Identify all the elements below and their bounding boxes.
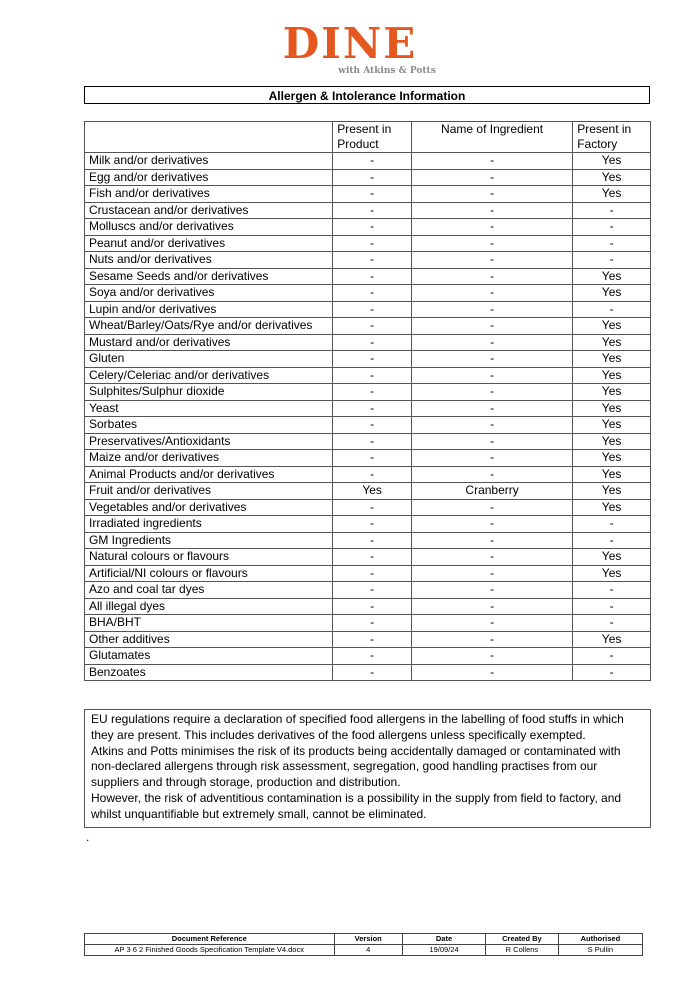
present-in-product-cell: - xyxy=(333,318,412,335)
present-in-factory-cell: Yes xyxy=(573,318,651,335)
ingredient-name-cell: - xyxy=(411,549,572,566)
present-in-factory-cell: Yes xyxy=(573,334,651,351)
ingredient-name-cell: - xyxy=(411,433,572,450)
allergen-name-cell: BHA/BHT xyxy=(85,615,333,632)
allergen-notes xyxy=(84,709,651,828)
allergen-name-cell: Celery/Celeriac and/or derivatives xyxy=(85,367,333,384)
table-row xyxy=(85,384,651,401)
allergen-name-cell: Irradiated ingredients xyxy=(85,516,333,533)
allergen-name-cell: Vegetables and/or derivatives xyxy=(85,499,333,516)
present-in-factory-cell: - xyxy=(573,235,651,252)
present-in-product-cell: - xyxy=(333,384,412,401)
section-title: Allergen & Intolerance Information xyxy=(84,86,650,104)
allergen-name-cell: Sulphites/Sulphur dioxide xyxy=(85,384,333,401)
ingredient-name-cell: - xyxy=(411,285,572,302)
present-in-product-cell: - xyxy=(333,153,412,170)
allergen-table-body xyxy=(85,153,651,681)
allergen-name-cell: Gluten xyxy=(85,351,333,368)
footer-date: 19/09/24 xyxy=(402,945,485,956)
ingredient-name-cell: Cranberry xyxy=(411,483,572,500)
ingredient-name-cell: - xyxy=(411,664,572,681)
table-row xyxy=(85,598,651,615)
present-in-product-cell: - xyxy=(333,582,412,599)
table-row xyxy=(85,219,651,236)
present-in-factory-cell: Yes xyxy=(573,417,651,434)
present-in-factory-cell: Yes xyxy=(573,351,651,368)
table-row xyxy=(85,268,651,285)
table-row xyxy=(85,334,651,351)
present-in-factory-cell: Yes xyxy=(573,169,651,186)
allergen-name-cell: Molluscs and/or derivatives xyxy=(85,219,333,236)
present-in-factory-cell: - xyxy=(573,219,651,236)
footer-created-by: R Collens xyxy=(486,945,559,956)
table-row xyxy=(85,400,651,417)
footer-header-version: Version xyxy=(334,934,402,945)
table-row xyxy=(85,367,651,384)
present-in-product-cell: - xyxy=(333,202,412,219)
allergen-name-cell: Sorbates xyxy=(85,417,333,434)
allergen-name-cell: Other additives xyxy=(85,631,333,648)
ingredient-name-cell: - xyxy=(411,631,572,648)
table-row xyxy=(85,318,651,335)
allergen-name-cell: All illegal dyes xyxy=(85,598,333,615)
allergen-name-cell: Maize and/or derivatives xyxy=(85,450,333,467)
present-in-factory-cell: Yes xyxy=(573,433,651,450)
table-row xyxy=(85,466,651,483)
present-in-product-cell: - xyxy=(333,532,412,549)
present-in-factory-cell: - xyxy=(573,301,651,318)
allergen-name-cell: Soya and/or derivatives xyxy=(85,285,333,302)
present-in-product-cell: - xyxy=(333,615,412,632)
present-in-factory-cell: Yes xyxy=(573,466,651,483)
header-present-in-product: Present in Product xyxy=(333,122,412,153)
present-in-factory-cell: - xyxy=(573,615,651,632)
present-in-product-cell: Yes xyxy=(333,483,412,500)
allergen-table xyxy=(84,121,651,681)
ingredient-name-cell: - xyxy=(411,318,572,335)
present-in-product-cell: - xyxy=(333,631,412,648)
allergen-name-cell: Sesame Seeds and/or derivatives xyxy=(85,268,333,285)
allergen-name-cell: Artificial/NI colours or flavours xyxy=(85,565,333,582)
present-in-factory-cell: Yes xyxy=(573,186,651,203)
ingredient-name-cell: - xyxy=(411,153,572,170)
ingredient-name-cell: - xyxy=(411,268,572,285)
footer-header-authorised: Authorised xyxy=(558,934,642,945)
present-in-product-cell: - xyxy=(333,367,412,384)
header-name-of-ingredient: Name of Ingredient xyxy=(411,122,572,153)
footer-header-created-by: Created By xyxy=(486,934,559,945)
present-in-factory-cell: Yes xyxy=(573,483,651,500)
allergen-name-cell: Mustard and/or derivatives xyxy=(85,334,333,351)
allergen-name-cell: Azo and coal tar dyes xyxy=(85,582,333,599)
note-paragraph: EU regulations require a declaration of specified food allergens in the labelling of food stuffs in which they are present. This includes derivatives of the food allergens unless specifically exempted. xyxy=(91,712,624,742)
allergen-name-cell: Milk and/or derivatives xyxy=(85,153,333,170)
allergen-name-cell: Natural colours or flavours xyxy=(85,549,333,566)
present-in-factory-cell: Yes xyxy=(573,367,651,384)
table-row xyxy=(85,285,651,302)
ingredient-name-cell: - xyxy=(411,532,572,549)
table-row xyxy=(85,549,651,566)
present-in-product-cell: - xyxy=(333,268,412,285)
present-in-factory-cell: Yes xyxy=(573,153,651,170)
present-in-product-cell: - xyxy=(333,351,412,368)
present-in-product-cell: - xyxy=(333,169,412,186)
footer-header-date: Date xyxy=(402,934,485,945)
table-row xyxy=(85,417,651,434)
allergen-name-cell: Animal Products and/or derivatives xyxy=(85,466,333,483)
present-in-factory-cell: - xyxy=(573,648,651,665)
table-row xyxy=(85,483,651,500)
present-in-factory-cell: Yes xyxy=(573,384,651,401)
present-in-product-cell: - xyxy=(333,549,412,566)
header-allergen xyxy=(85,122,333,153)
present-in-product-cell: - xyxy=(333,285,412,302)
ingredient-name-cell: - xyxy=(411,648,572,665)
table-row xyxy=(85,565,651,582)
present-in-factory-cell: - xyxy=(573,582,651,599)
present-in-factory-cell: Yes xyxy=(573,400,651,417)
allergen-name-cell: GM Ingredients xyxy=(85,532,333,549)
table-row xyxy=(85,664,651,681)
ingredient-name-cell: - xyxy=(411,598,572,615)
present-in-product-cell: - xyxy=(333,252,412,269)
footer-authorised: S Pullin xyxy=(558,945,642,956)
present-in-product-cell: - xyxy=(333,450,412,467)
present-in-product-cell: - xyxy=(333,400,412,417)
present-in-product-cell: - xyxy=(333,648,412,665)
ingredient-name-cell: - xyxy=(411,367,572,384)
table-header-row xyxy=(85,122,651,153)
present-in-product-cell: - xyxy=(333,598,412,615)
present-in-factory-cell: Yes xyxy=(573,549,651,566)
table-row xyxy=(85,648,651,665)
present-in-factory-cell: - xyxy=(573,532,651,549)
ingredient-name-cell: - xyxy=(411,202,572,219)
present-in-factory-cell: - xyxy=(573,664,651,681)
ingredient-name-cell: - xyxy=(411,235,572,252)
header-present-in-factory: Present in Factory xyxy=(573,122,651,153)
document-footer xyxy=(84,933,643,956)
note-paragraph: Atkins and Potts minimises the risk of its products being accidentally damaged or contaminated with non-declared allergens through risk assessment, segregation, good handling practises from our suppliers and through storage, production and distribution. xyxy=(91,743,621,790)
present-in-product-cell: - xyxy=(333,186,412,203)
table-row xyxy=(85,186,651,203)
present-in-factory-cell: Yes xyxy=(573,285,651,302)
allergen-name-cell: Fish and/or derivatives xyxy=(85,186,333,203)
present-in-product-cell: - xyxy=(333,466,412,483)
present-in-product-cell: - xyxy=(333,433,412,450)
present-in-product-cell: - xyxy=(333,565,412,582)
ingredient-name-cell: - xyxy=(411,499,572,516)
table-row xyxy=(85,450,651,467)
allergen-name-cell: Crustacean and/or derivatives xyxy=(85,202,333,219)
present-in-factory-cell: - xyxy=(573,252,651,269)
allergen-name-cell: Egg and/or derivatives xyxy=(85,169,333,186)
ingredient-name-cell: - xyxy=(411,169,572,186)
allergen-name-cell: Lupin and/or derivatives xyxy=(85,301,333,318)
ingredient-name-cell: - xyxy=(411,219,572,236)
present-in-product-cell: - xyxy=(333,235,412,252)
present-in-factory-cell: Yes xyxy=(573,499,651,516)
brand-logo xyxy=(0,19,700,76)
allergen-name-cell: Benzoates xyxy=(85,664,333,681)
table-row xyxy=(85,516,651,533)
table-row xyxy=(85,615,651,632)
table-row xyxy=(85,499,651,516)
ingredient-name-cell: - xyxy=(411,400,572,417)
table-row xyxy=(85,582,651,599)
allergen-name-cell: Yeast xyxy=(85,400,333,417)
ingredient-name-cell: - xyxy=(411,466,572,483)
present-in-factory-cell: - xyxy=(573,516,651,533)
present-in-factory-cell: Yes xyxy=(573,268,651,285)
present-in-factory-cell: Yes xyxy=(573,631,651,648)
present-in-factory-cell: Yes xyxy=(573,565,651,582)
table-row xyxy=(85,351,651,368)
ingredient-name-cell: - xyxy=(411,417,572,434)
allergen-name-cell: Peanut and/or derivatives xyxy=(85,235,333,252)
trailing-mark: . xyxy=(86,830,90,844)
logo-tagline: with Atkins & Potts xyxy=(338,66,436,76)
table-row xyxy=(85,169,651,186)
footer-header-reference: Document Reference xyxy=(85,934,335,945)
present-in-product-cell: - xyxy=(333,334,412,351)
table-row xyxy=(85,235,651,252)
ingredient-name-cell: - xyxy=(411,615,572,632)
footer-reference: AP 3 6 2 Finished Goods Specification Template V4.docx xyxy=(85,945,335,956)
present-in-product-cell: - xyxy=(333,301,412,318)
table-row xyxy=(85,301,651,318)
allergen-name-cell: Fruit and/or derivatives xyxy=(85,483,333,500)
allergen-name-cell: Glutamates xyxy=(85,648,333,665)
note-paragraph: However, the risk of adventitious contamination is a possibility in the supply from field to factory, and whilst unquantifiable but extremely small, cannot be eliminated. xyxy=(91,790,622,821)
footer-value-row xyxy=(85,945,643,956)
table-row xyxy=(85,153,651,170)
ingredient-name-cell: - xyxy=(411,334,572,351)
ingredient-name-cell: - xyxy=(411,516,572,533)
table-row xyxy=(85,252,651,269)
footer-version: 4 xyxy=(334,945,402,956)
table-row xyxy=(85,202,651,219)
allergen-name-cell: Preservatives/Antioxidants xyxy=(85,433,333,450)
table-row xyxy=(85,532,651,549)
allergen-name-cell: Wheat/Barley/Oats/Rye and/or derivatives xyxy=(85,318,333,335)
ingredient-name-cell: - xyxy=(411,450,572,467)
present-in-product-cell: - xyxy=(333,664,412,681)
present-in-factory-cell: - xyxy=(573,202,651,219)
ingredient-name-cell: - xyxy=(411,252,572,269)
present-in-product-cell: - xyxy=(333,499,412,516)
present-in-product-cell: - xyxy=(333,219,412,236)
ingredient-name-cell: - xyxy=(411,186,572,203)
ingredient-name-cell: - xyxy=(411,384,572,401)
table-row xyxy=(85,631,651,648)
present-in-product-cell: - xyxy=(333,516,412,533)
present-in-product-cell: - xyxy=(333,417,412,434)
table-row xyxy=(85,433,651,450)
ingredient-name-cell: - xyxy=(411,582,572,599)
ingredient-name-cell: - xyxy=(411,565,572,582)
ingredient-name-cell: - xyxy=(411,301,572,318)
allergen-name-cell: Nuts and/or derivatives xyxy=(85,252,333,269)
present-in-factory-cell: Yes xyxy=(573,450,651,467)
footer-header-row xyxy=(85,934,643,945)
logo-wordmark: DINE xyxy=(282,19,418,68)
ingredient-name-cell: - xyxy=(411,351,572,368)
present-in-factory-cell: - xyxy=(573,598,651,615)
